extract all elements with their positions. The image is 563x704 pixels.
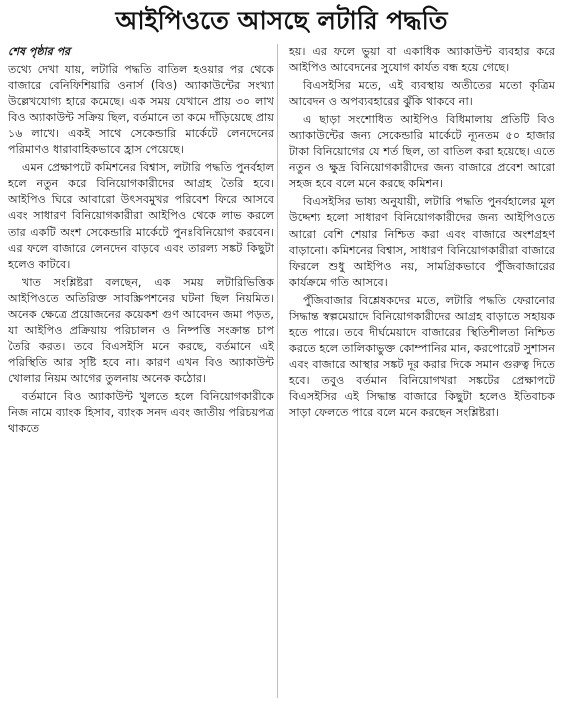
paragraph: বিএসইসির ভাষ্য অনুযায়ী, লটারি পদ্ধতি পুনর্বহালের মূল উদ্দেশ্য হলো সাধারণ বিনিয়োগকারীদের জন্য আইপিওতে আরো বেশি শেয়ার নিশ্চিত করা এবং বাজারে অংশগ্রহণ বাড়ানো। কমিশনের বিশ্বাস, সাধারণ বিনিয়োগকারীরা বাজারে ফিরলে শুধু আইপিও নয়, সামগ্রিকভাবে পুঁজিবাজারের কার্যক্রমে গতি আসবে। — [289, 195, 555, 289]
paragraph: এ ছাড়া সংশোধিত আইপিও বিধিমালায় প্রতিটি বিও অ্যাকাউন্টের জন্য সেকেন্ডারি মার্কেটে ন্যূনতম ৫০ হাজার টাকা বিনিয়োগের যে শর্ত ছিল, তা বাতিল করা হয়েছে। এতে নতুন ও ক্ষুদ্র বিনিয়োগকারীদের জন্য বাজারে প্রবেশ আরো সহজ হবে বলে মনে করছে কমিশন। — [289, 113, 555, 191]
paragraph: হয়। এর ফলে ভুয়া বা একাধিক অ্যাকাউন্ট ব্যবহার করে আইপিও আবেদনের সুযোগ কার্যত বন্ধ হয়ে গেছে। — [289, 45, 555, 75]
paragraph: তথ্যে দেখা যায়, লটারি পদ্ধতি বাতিল হওয়ার পর থেকে বাজারে বেনিফিশিয়ারি ওনার্স (বিও) অ্যাকাউন্টের সংখ্যা উল্লেখযোগ্য হারে কমেছে। এক সময় যেখানে প্রায় ৩০ লাখ বিও অ্যাকাউন্ট সক্রিয় ছিল, বর্তমানে তা কমে দাঁড়িয়েছে প্রায় ১৬ লাখে। একই সাথে সেকেন্ডারি মার্কেটে লেনদেনের পরিমাণও ধারাবাহিকভাবে হ্রাস পেয়েছে। — [8, 63, 274, 157]
right-column — [286, 44, 555, 698]
paragraph: বর্তমানে বিও অ্যাকাউন্ট খুলতে হলে বিনিয়োগকারীকে নিজ নামে ব্যাংক হিসাব, ব্যাংক সনদ এবং জাতীয় পরিচয়পত্র থাকতে — [8, 389, 274, 436]
article-headline: আইপিওতে আসছে লটারি পদ্ধতি — [115, 6, 448, 35]
article-body — [8, 44, 555, 698]
left-column — [8, 44, 278, 698]
continued-from-label: শেষ পৃষ্ঠার পর — [8, 45, 71, 58]
paragraph: বিএসইসির মতে, এই ব্যবস্থায় অতীতের মতো কৃত্রিম আবেদন ও অপব্যবহারের ঝুঁকি থাকবে না। — [289, 79, 555, 109]
paragraph: খাত সংশ্লিষ্টরা বলছেন, এক সময় লটারিভিত্তিক আইপিওতে অতিরিক্ত সাবস্ক্রিপশনের ঘটনা ছিল নিয়মিত। অনেক ক্ষেত্রে প্রয়োজনের কয়েকশ গুণ আবেদন জমা পড়ত, যা আইপিও প্রক্রিয়ায় পরিচালন ও নিষ্পত্তি সংক্রান্ত চাপ তৈরি করত। তবে বিএসইসি মনে করছে, বর্তমানে এই পরিস্থিতি আর সৃষ্টি হবে না। কারণ এখন বিও অ্যাকাউন্ট খোলার নিয়ম আগের তুলনায় অনেক কঠোর। — [8, 275, 274, 385]
paragraph: পুঁজিবাজার বিশ্লেষকদের মতে, লটারি পদ্ধতি ফেরানোর সিদ্ধান্ত স্বল্পমেয়াদে বিনিয়োগকারীদের আগ্রহ বাড়াতে সহায়ক হতে পারে। তবে দীর্ঘমেয়াদে বাজারের স্থিতিশীলতা নিশ্চিত করতে হলে তালিকাভুক্ত কোম্পানির মান, করপোরেট সুশাসন এবং বাজারে আস্থার সঙ্কট দূর করার দিকে সমান গুরুত্ব দিতে হবে। তবুও বর্তমান বিনিয়োগখরা সঙ্কটের প্রেক্ষাপটে বিএসইসির এই সিদ্ধান্ত বাজারে কিছুটা হলেও ইতিবাচক সাড়া ফেলতে পারে বলে মনে করছেন সংশ্লিষ্টরা। — [289, 293, 555, 420]
paragraph: এমন প্রেক্ষাপটে কমিশনের বিশ্বাস, লটারি পদ্ধতি পুনর্বহাল হলে নতুন করে বিনিয়োগকারীদের আগ্রহ তৈরি হবে। আইপিও ঘিরে আবারো উৎসবমুখর পরিবেশ ফিরে আসবে এবং সাধারণ বিনিয়োগকারীরা আইপিও থেকে লাভ করলে তার একটি অংশ সেকেন্ডারি মার্কেটে পুনঃবিনিয়োগ করবেন। এর ফলে বাজারে লেনদেন বাড়বে এবং তারল্য সঙ্কট কিছুটা হলেও কাটবে। — [8, 161, 274, 271]
